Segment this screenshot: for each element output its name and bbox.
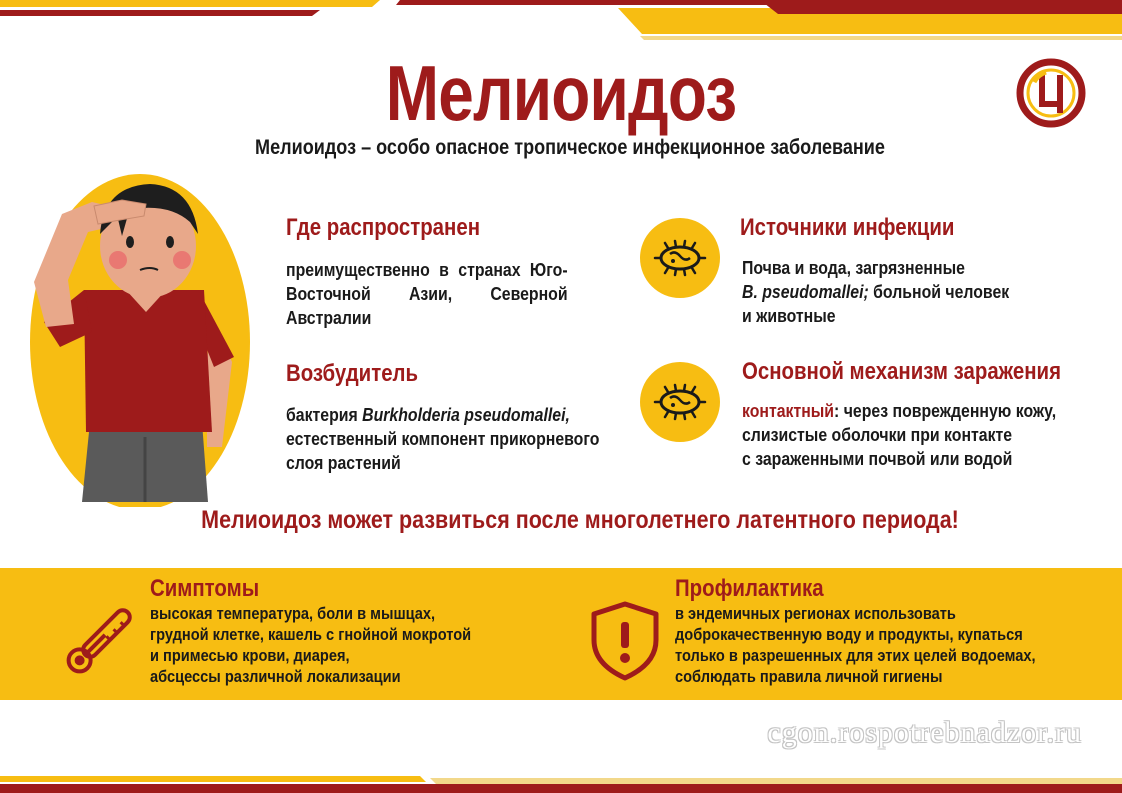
page-title: Мелиоидоз [385,49,737,137]
pathogen-text-before: бактерия [286,405,363,425]
pathogen-text [286,403,620,475]
sources-heading: Источники инфекции [740,214,955,241]
prevention-text [675,603,1036,687]
mechanism-line [742,399,1112,423]
mechanism-line: с зараженными почвой или водой [742,449,1013,469]
sick-boy-illustration [22,162,272,507]
symptoms-line: грудной клетке, кашель с гнойной мокротой [150,625,472,644]
warning-shield-icon [588,600,662,682]
prevention-line: только в разрешенных для этих целей водоемах, [675,646,1036,665]
sources-line: Почва и вода, загрязненные [742,258,965,278]
bacteria-icon [640,218,720,298]
bottom-decoration [0,768,1122,793]
pathogen-text-after: естественный компонент прикорневого слоя растений [286,429,600,473]
mechanism-text [742,399,1112,471]
sources-line [742,280,1094,304]
symptoms-line: абсцессы различной локализации [150,667,401,686]
prevention-heading: Профилактика [675,575,824,602]
mechanism-heading: Основной механизм заражения [742,358,1061,385]
page-subtitle: Мелиоидоз – особо опасное тропическое инфекционное заболевание [255,136,885,159]
mechanism-line: слизистые оболочки при контакте [742,425,1013,445]
sources-text [742,256,1094,328]
top-decoration [0,0,1122,40]
pathogen-latin-name: Burkholderia pseudomallei, [362,405,570,425]
prevention-line: соблюдать правила личной гигиены [675,667,943,686]
prevention-line: в эндемичных регионах использовать [675,604,956,623]
sources-line-rest: больной человек [868,282,1010,302]
symptoms-line: высокая температура, боли в мышцах, [150,604,436,623]
website-watermark: cgon.rospotrebnadzor.ru [767,716,1082,749]
sources-line: и животные [742,306,836,326]
symptoms-heading: Симптомы [150,575,260,602]
sources-latin-name: B. pseudomallei; [742,282,869,302]
pathogen-heading: Возбудитель [286,360,419,387]
thermometer-icon [58,602,138,682]
cgon-logo-icon [1016,58,1086,128]
mechanism-line-rest: : через поврежденную кожу, [834,401,1057,421]
spread-heading: Где распространен [286,214,481,241]
prevention-line: доброкачественную воду и продукты, купаться [675,625,1023,644]
bacteria-icon [640,362,720,442]
symptoms-line: и примесью крови, диарея, [150,646,350,665]
symptoms-text [150,603,471,687]
latent-period-warning: Мелиоидоз может развиться после многолетнего латентного периода! [201,506,959,534]
spread-text: преимущественно в странах Юго-Восточной Азии, Северной Австралии [286,260,568,328]
mechanism-highlight: контактный [742,401,835,421]
